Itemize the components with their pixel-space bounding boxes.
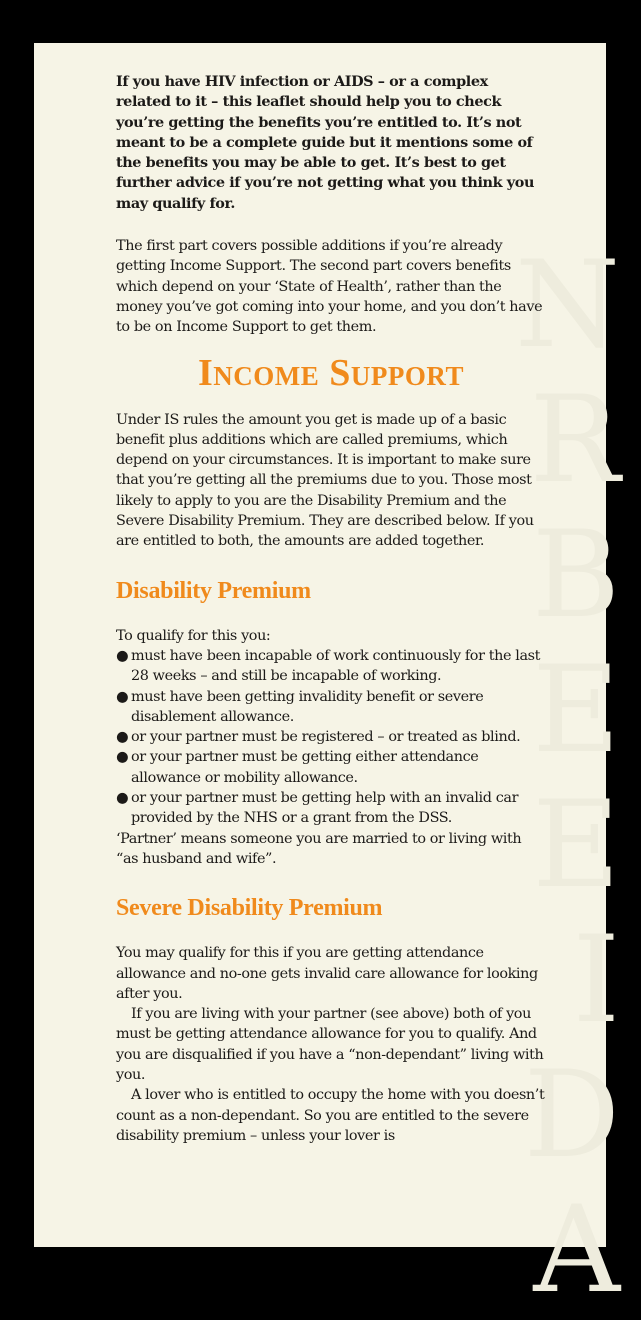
bullet-icon: ● [116,688,129,705]
bullet-text: must have been getting invalidity benefit or severe disablement allowance. [131,688,484,725]
severe-paragraph-2: If you are living with your partner (see above) both of you must be getting attendance allowance for you to qualify. And you are disqualified if you have a “non-dependant” living with you. [116,1006,544,1083]
bullet-icon: ● [116,729,129,746]
list-item [116,788,546,808]
leaflet-page [34,43,616,1320]
list-item [116,646,546,687]
bullet-text: or your partner must be getting either attendance allowance or mobility allowance. [131,749,479,786]
list-item [116,687,546,728]
background-watermark: N R B E E I D A [515,236,616,1320]
first-part-paragraph: The first part covers possible additions if you’re already getting Income Support. The second part covers benefits which depend on your ‘State of Health’, rather than the money you’ve got coming into your home, and you don’t have to be on Income Support to get them. [116,238,543,336]
bullet-text: must have been incapable of work continuously for the last 28 weeks – and still be incapable of working. [131,647,541,685]
disability-premium-heading: Disability Premium [116,577,311,604]
list-item [116,747,546,788]
partner-note: ‘Partner’ means someone you are married to or living with “as husband and wife”. [116,830,522,867]
severe-disability-premium-heading: Severe Disability Premium [116,895,383,922]
income-support-body: Under IS rules the amount you get is made up of a basic benefit plus additions which are called premiums, which depend on your circumstances. It is important to make sure that you’re getting all the premiums due to you. Those most likely to apply to you are the Disability Premium and the Severe Disability Premium. They are described below. If you are entitled to both, the amounts are added together. [116,411,534,550]
disability-premium-lead: To qualify for this you: [116,627,271,644]
bullet-icon: ● [116,647,129,664]
intro-paragraph: If you have HIV infection or AIDS – or a complex related to it – this leaflet should help you to check you’re getting the benefits you’re entitled to. It’s not meant to be a complete guide but it mentions some of the benefits you may be able to get. It’s best to get further advice if you’re not getting what you think you may qualify for. [116,73,535,212]
bullet-icon: ● [116,749,129,766]
bullet-text: or your partner must be registered – or treated as blind. [131,729,521,746]
leaflet-content [116,72,546,1146]
income-support-title: Income Support [198,351,464,394]
list-item [116,727,546,747]
bullet-continuation: provided by the NHS or a grant from the DSS. [131,810,452,827]
bullet-icon: ● [116,790,129,807]
severe-paragraph-3: A lover who is entitled to occupy the home with you doesn’t count as a non-dependant. So you are entitled to the severe disability premium – unless your lover is [116,1087,545,1144]
bullet-text: or your partner must be getting help with an invalid car [131,790,519,807]
severe-paragraph-1: You may qualify for this if you are getting attendance allowance and no-one gets invalid care allowance for looking after you. [116,945,538,1002]
